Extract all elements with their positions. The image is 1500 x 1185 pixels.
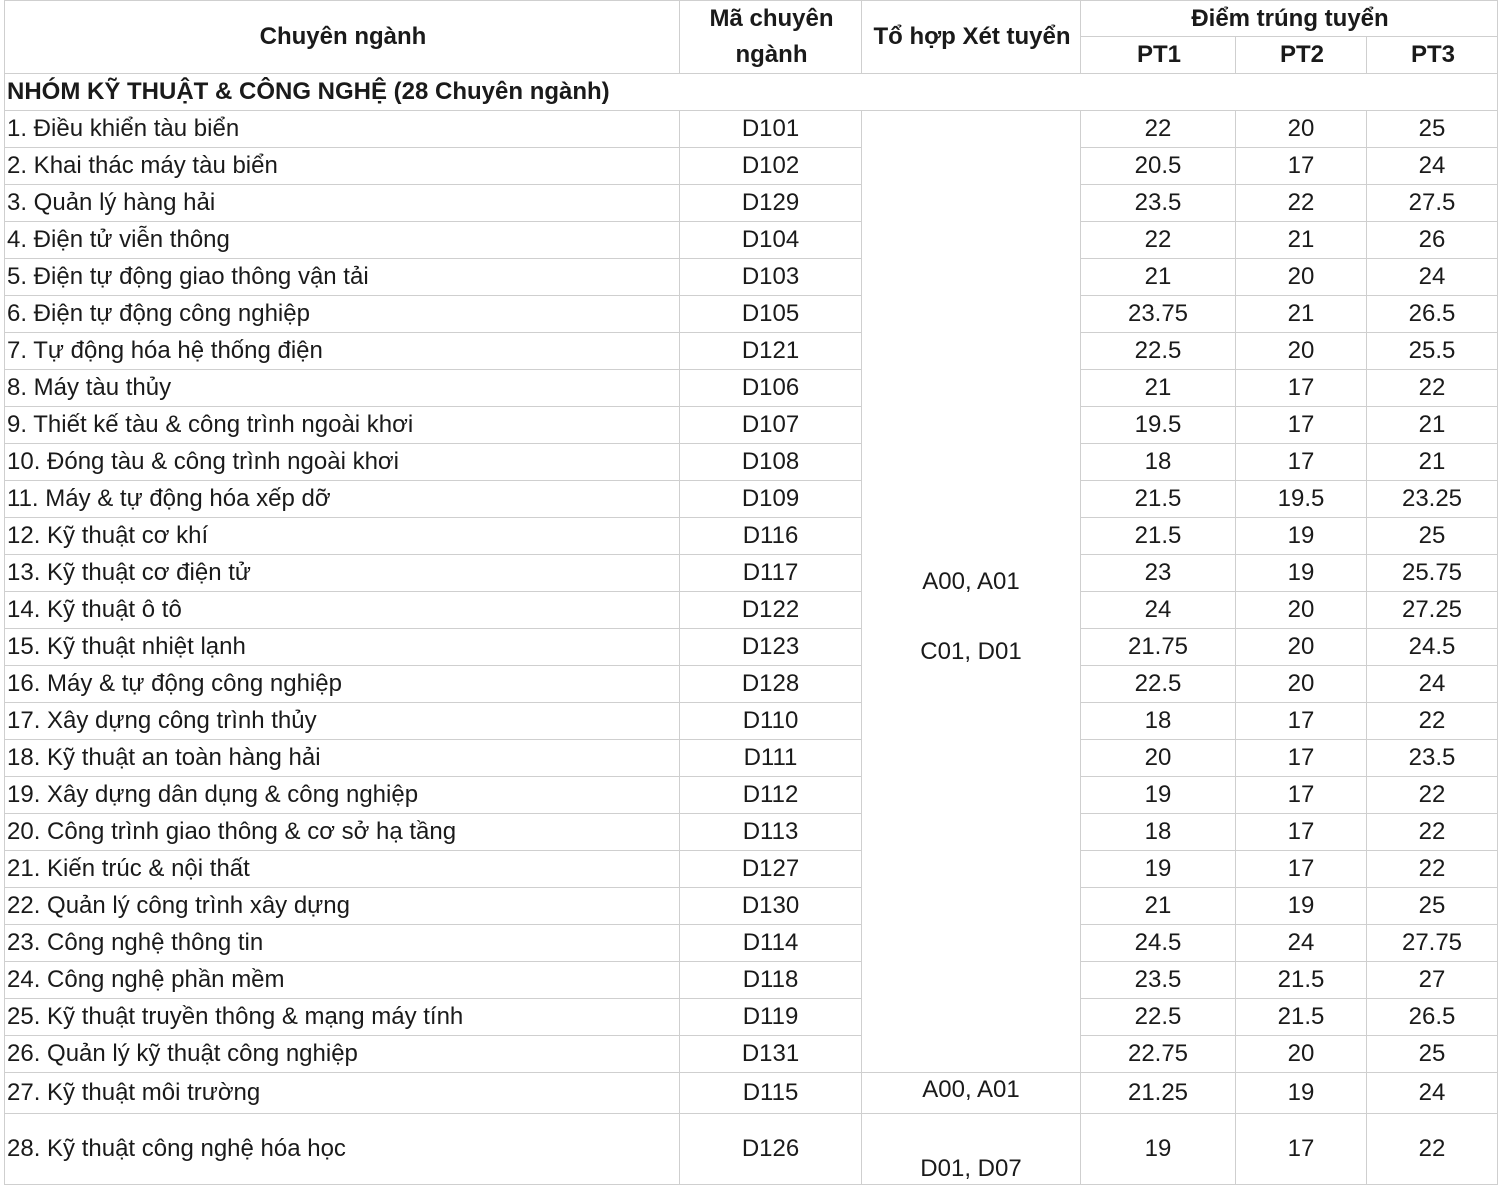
- score-pt3: 24: [1367, 666, 1498, 703]
- score-pt3: 21: [1367, 407, 1498, 444]
- major-name: 15. Kỹ thuật nhiệt lạnh: [5, 629, 680, 666]
- score-pt1: 21: [1081, 259, 1236, 296]
- score-pt3: 27: [1367, 962, 1498, 999]
- major-code: D107: [680, 407, 862, 444]
- score-pt2: 17: [1236, 703, 1367, 740]
- table-row: [5, 481, 1498, 518]
- header-pt1: PT1: [1081, 37, 1236, 74]
- score-pt2: 19: [1236, 888, 1367, 925]
- score-pt1: 19: [1081, 777, 1236, 814]
- score-pt2: 17: [1236, 814, 1367, 851]
- score-pt2: 20: [1236, 666, 1367, 703]
- major-code: D131: [680, 1036, 862, 1073]
- table-row: [5, 1036, 1498, 1073]
- major-name: 1. Điều khiển tàu biển: [5, 111, 680, 148]
- header-pt3: PT3: [1367, 37, 1498, 74]
- table-row: [5, 777, 1498, 814]
- header-score: Điểm trúng tuyển: [1081, 1, 1498, 37]
- score-pt3: 24: [1367, 259, 1498, 296]
- major-name: 3. Quản lý hàng hải: [5, 185, 680, 222]
- score-pt2: 20: [1236, 259, 1367, 296]
- score-pt1: 19.5: [1081, 407, 1236, 444]
- score-pt1: 21.5: [1081, 481, 1236, 518]
- score-pt3: 24.5: [1367, 629, 1498, 666]
- table-row: [5, 259, 1498, 296]
- major-name: 19. Xây dựng dân dụng & công nghiệp: [5, 777, 680, 814]
- score-pt2: 19: [1236, 555, 1367, 592]
- score-pt2: 20: [1236, 629, 1367, 666]
- score-pt2: 20: [1236, 333, 1367, 370]
- major-name: 18. Kỹ thuật an toàn hàng hải: [5, 740, 680, 777]
- major-name: 17. Xây dựng công trình thủy: [5, 703, 680, 740]
- major-code: D116: [680, 518, 862, 555]
- major-code: D102: [680, 148, 862, 185]
- score-pt3: 23.5: [1367, 740, 1498, 777]
- score-pt1: 20.5: [1081, 148, 1236, 185]
- score-pt2: 24: [1236, 925, 1367, 962]
- major-name: 8. Máy tàu thủy: [5, 370, 680, 407]
- table-row: [5, 148, 1498, 185]
- score-pt2: 17: [1236, 148, 1367, 185]
- score-pt2: 21.5: [1236, 962, 1367, 999]
- score-pt2: 17: [1236, 851, 1367, 888]
- major-code: D101: [680, 111, 862, 148]
- admission-score-table: [4, 0, 1498, 1185]
- table-row: [5, 222, 1498, 259]
- major-name: 21. Kiến trúc & nội thất: [5, 851, 680, 888]
- score-pt1: 23.5: [1081, 185, 1236, 222]
- score-pt3: 25.5: [1367, 333, 1498, 370]
- combo-cell-main: [862, 111, 1081, 1073]
- major-code: D113: [680, 814, 862, 851]
- table-row: [5, 740, 1498, 777]
- score-pt1: 21: [1081, 888, 1236, 925]
- table-row: [5, 1114, 1498, 1185]
- major-name: 23. Công nghệ thông tin: [5, 925, 680, 962]
- header-code: Mã chuyên ngành: [680, 1, 862, 74]
- major-code: D106: [680, 370, 862, 407]
- score-pt1: 23.75: [1081, 296, 1236, 333]
- major-name: 20. Công trình giao thông & cơ sở hạ tầng: [5, 814, 680, 851]
- major-name: 14. Kỹ thuật ô tô: [5, 592, 680, 629]
- table-row: [5, 629, 1498, 666]
- score-pt2: 21.5: [1236, 999, 1367, 1036]
- major-name: 2. Khai thác máy tàu biển: [5, 148, 680, 185]
- table-row: [5, 962, 1498, 999]
- score-pt1: 21.5: [1081, 518, 1236, 555]
- score-pt3: 24: [1367, 148, 1498, 185]
- major-name: 24. Công nghệ phần mềm: [5, 962, 680, 999]
- major-code: D114: [680, 925, 862, 962]
- score-pt3: 26.5: [1367, 999, 1498, 1036]
- score-pt1: 24: [1081, 592, 1236, 629]
- score-pt1: 22.5: [1081, 333, 1236, 370]
- major-name: 26. Quản lý kỹ thuật công nghiệp: [5, 1036, 680, 1073]
- score-pt1: 18: [1081, 444, 1236, 481]
- score-pt1: 23: [1081, 555, 1236, 592]
- combo-main-line2: C01, D01: [920, 637, 1022, 665]
- major-code: D118: [680, 962, 862, 999]
- score-pt1: 19: [1081, 1114, 1236, 1185]
- score-pt3: 22: [1367, 777, 1498, 814]
- score-pt2: 17: [1236, 740, 1367, 777]
- major-name: 11. Máy & tự động hóa xếp dỡ: [5, 481, 680, 518]
- table-row: [5, 814, 1498, 851]
- score-pt1: 24.5: [1081, 925, 1236, 962]
- score-pt3: 22: [1367, 1114, 1498, 1185]
- table-row: [5, 444, 1498, 481]
- score-pt3: 25.75: [1367, 555, 1498, 592]
- major-name: 28. Kỹ thuật công nghệ hóa học: [5, 1114, 680, 1185]
- score-pt1: 22.5: [1081, 666, 1236, 703]
- table-row: [5, 592, 1498, 629]
- score-pt3: 27.75: [1367, 925, 1498, 962]
- major-name: 16. Máy & tự động công nghiệp: [5, 666, 680, 703]
- combo-cell-env-1: A00, A01: [862, 1073, 1081, 1114]
- table-row: [5, 925, 1498, 962]
- major-name: 12. Kỹ thuật cơ khí: [5, 518, 680, 555]
- score-pt1: 20: [1081, 740, 1236, 777]
- score-pt2: 21: [1236, 222, 1367, 259]
- score-pt3: 21: [1367, 444, 1498, 481]
- combo-main-line1: A00, A01: [922, 567, 1020, 595]
- score-pt1: 22: [1081, 222, 1236, 259]
- score-pt2: 19.5: [1236, 481, 1367, 518]
- table-row: [5, 555, 1498, 592]
- major-code: D128: [680, 666, 862, 703]
- score-pt3: 25: [1367, 111, 1498, 148]
- major-code: D117: [680, 555, 862, 592]
- major-code: D108: [680, 444, 862, 481]
- score-pt1: 23.5: [1081, 962, 1236, 999]
- table-row: [5, 703, 1498, 740]
- major-name: 9. Thiết kế tàu & công trình ngoài khơi: [5, 407, 680, 444]
- score-pt3: 27.5: [1367, 185, 1498, 222]
- table-row: [5, 407, 1498, 444]
- major-name: 27. Kỹ thuật môi trường: [5, 1073, 680, 1114]
- score-pt2: 17: [1236, 444, 1367, 481]
- major-name: 25. Kỹ thuật truyền thông & mạng máy tính: [5, 999, 680, 1036]
- major-code: D111: [680, 740, 862, 777]
- header-major: Chuyên ngành: [5, 1, 680, 74]
- header-combo: Tổ hợp Xét tuyển: [862, 1, 1081, 74]
- major-name: 10. Đóng tàu & công trình ngoài khơi: [5, 444, 680, 481]
- score-pt1: 22: [1081, 111, 1236, 148]
- major-name: 4. Điện tử viễn thông: [5, 222, 680, 259]
- table-row: [5, 851, 1498, 888]
- major-code: D110: [680, 703, 862, 740]
- major-code: D130: [680, 888, 862, 925]
- score-pt3: 23.25: [1367, 481, 1498, 518]
- major-code: D115: [680, 1073, 862, 1114]
- table-row: [5, 111, 1498, 148]
- major-code: D109: [680, 481, 862, 518]
- major-name: 6. Điện tự động công nghiệp: [5, 296, 680, 333]
- score-pt2: 17: [1236, 407, 1367, 444]
- score-pt3: 22: [1367, 703, 1498, 740]
- score-pt3: 27.25: [1367, 592, 1498, 629]
- header-pt2: PT2: [1236, 37, 1367, 74]
- group-title: NHÓM KỸ THUẬT & CÔNG NGHỆ (28 Chuyên ngành): [5, 74, 1498, 111]
- table-row: [5, 333, 1498, 370]
- score-pt3: 24: [1367, 1073, 1498, 1114]
- score-pt3: 22: [1367, 814, 1498, 851]
- score-pt1: 22.75: [1081, 1036, 1236, 1073]
- major-code: D105: [680, 296, 862, 333]
- score-pt3: 26.5: [1367, 296, 1498, 333]
- score-pt1: 22.5: [1081, 999, 1236, 1036]
- score-pt2: 21: [1236, 296, 1367, 333]
- major-code: D103: [680, 259, 862, 296]
- score-pt3: 25: [1367, 888, 1498, 925]
- score-pt1: 21.25: [1081, 1073, 1236, 1114]
- table-row: [5, 666, 1498, 703]
- score-pt3: 25: [1367, 518, 1498, 555]
- score-pt2: 20: [1236, 1036, 1367, 1073]
- major-code: D121: [680, 333, 862, 370]
- major-code: D127: [680, 851, 862, 888]
- major-name: 7. Tự động hóa hệ thống điện: [5, 333, 680, 370]
- table-row: [5, 999, 1498, 1036]
- score-pt2: 17: [1236, 370, 1367, 407]
- score-pt2: 17: [1236, 1114, 1367, 1185]
- score-pt2: 19: [1236, 1073, 1367, 1114]
- score-pt1: 18: [1081, 814, 1236, 851]
- score-pt2: 17: [1236, 777, 1367, 814]
- score-pt1: 19: [1081, 851, 1236, 888]
- major-name: 13. Kỹ thuật cơ điện tử: [5, 555, 680, 592]
- table-row: [5, 185, 1498, 222]
- major-code: D104: [680, 222, 862, 259]
- score-pt3: 22: [1367, 851, 1498, 888]
- major-code: D122: [680, 592, 862, 629]
- table-row: [5, 888, 1498, 925]
- major-code: D123: [680, 629, 862, 666]
- major-name: 5. Điện tự động giao thông vận tải: [5, 259, 680, 296]
- score-pt3: 22: [1367, 370, 1498, 407]
- major-code: D112: [680, 777, 862, 814]
- score-pt2: 19: [1236, 518, 1367, 555]
- score-pt2: 22: [1236, 185, 1367, 222]
- score-pt1: 18: [1081, 703, 1236, 740]
- table-row: [5, 518, 1498, 555]
- combo-cell-env-2: D01, D07: [862, 1114, 1081, 1185]
- score-pt3: 26: [1367, 222, 1498, 259]
- table-row: [5, 370, 1498, 407]
- major-code: D126: [680, 1114, 862, 1185]
- table-row: [5, 1073, 1498, 1114]
- score-pt2: 20: [1236, 111, 1367, 148]
- score-pt3: 25: [1367, 1036, 1498, 1073]
- major-code: D129: [680, 185, 862, 222]
- table-row: [5, 296, 1498, 333]
- score-pt1: 21.75: [1081, 629, 1236, 666]
- score-pt2: 20: [1236, 592, 1367, 629]
- major-name: 22. Quản lý công trình xây dựng: [5, 888, 680, 925]
- score-pt1: 21: [1081, 370, 1236, 407]
- major-code: D119: [680, 999, 862, 1036]
